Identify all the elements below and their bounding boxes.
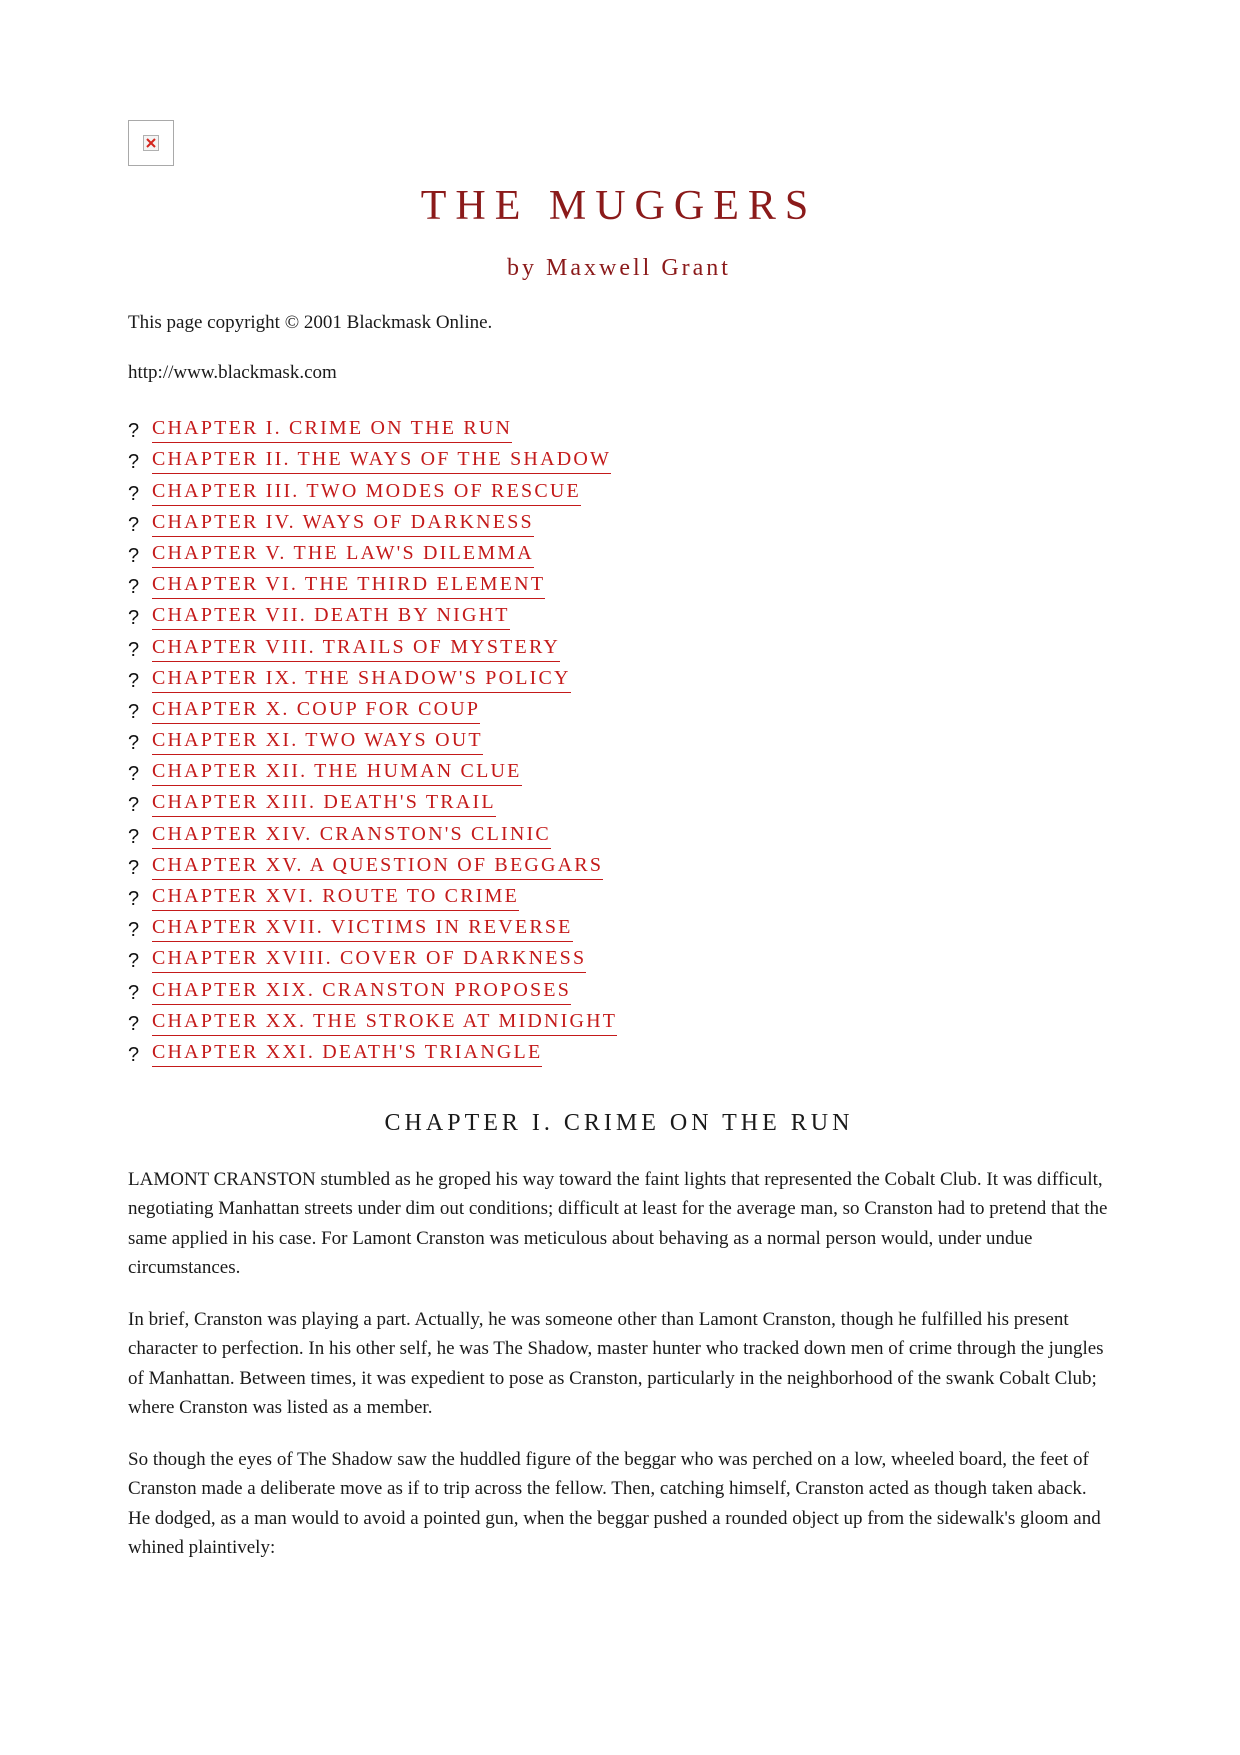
toc-item <box>128 849 1110 880</box>
toc-bullet: ? <box>128 794 140 817</box>
toc-item <box>128 599 1110 630</box>
chapter-paragraph: LAMONT CRANSTON stumbled as he groped his way toward the faint lights that represented the Cobalt Club. It was difficult, negotiating Manhattan streets under dim out conditions; difficult at least for the average man, so Cranston had to pretend that the same applied in his case. For Lamont Cranston was meticulous about behaving as a normal person would, under undue circumstances. <box>128 1168 1108 1279</box>
toc-bullet: ? <box>128 825 140 848</box>
toc-item <box>128 693 1110 724</box>
toc-link-chapter-5[interactable]: CHAPTER V. THE LAW'S DILEMMA <box>152 541 534 568</box>
toc-item <box>128 662 1110 693</box>
toc-link-chapter-19[interactable]: CHAPTER XIX. CRANSTON PROPOSES <box>152 978 571 1005</box>
toc-link-chapter-11[interactable]: CHAPTER XI. TWO WAYS OUT <box>152 728 483 755</box>
toc-link-chapter-6[interactable]: CHAPTER VI. THE THIRD ELEMENT <box>152 572 545 599</box>
toc-link-chapter-20[interactable]: CHAPTER XX. THE STROKE AT MIDNIGHT <box>152 1009 617 1036</box>
broken-image-placeholder <box>128 120 174 166</box>
book-title: THE MUGGERS <box>420 183 818 229</box>
toc-link-chapter-2[interactable]: CHAPTER II. THE WAYS OF THE SHADOW <box>152 447 611 474</box>
toc-bullet: ? <box>128 638 140 661</box>
toc-item <box>128 911 1110 942</box>
toc-link-chapter-15[interactable]: CHAPTER XV. A QUESTION OF BEGGARS <box>152 853 603 880</box>
toc-bullet: ? <box>128 513 140 536</box>
toc-link-chapter-12[interactable]: CHAPTER XII. THE HUMAN CLUE <box>152 759 522 786</box>
table-of-contents <box>128 412 1110 1067</box>
toc-link-chapter-14[interactable]: CHAPTER XIV. CRANSTON'S CLINIC <box>152 822 551 849</box>
toc-link-chapter-21[interactable]: CHAPTER XXI. DEATH'S TRIANGLE <box>152 1040 542 1067</box>
toc-bullet: ? <box>128 981 140 1004</box>
toc-link-chapter-17[interactable]: CHAPTER XVII. VICTIMS IN REVERSE <box>152 915 573 942</box>
toc-item <box>128 724 1110 755</box>
toc-link-chapter-16[interactable]: CHAPTER XVI. ROUTE TO CRIME <box>152 884 519 911</box>
toc-link-chapter-18[interactable]: CHAPTER XVIII. COVER OF DARKNESS <box>152 946 586 973</box>
toc-item <box>128 755 1110 786</box>
toc-bullet: ? <box>128 732 140 755</box>
toc-link-chapter-1[interactable]: CHAPTER I. CRIME ON THE RUN <box>152 416 512 443</box>
toc-bullet: ? <box>128 950 140 973</box>
toc-link-chapter-7[interactable]: CHAPTER VII. DEATH BY NIGHT <box>152 603 510 630</box>
chapter-paragraph: In brief, Cranston was playing a part. Actually, he was someone other than Lamont Cranston, though he fulfilled his present character to perfection. In his other self, he was The Shadow, master hunter who tracked down men of crime through the jungles of Manhattan. Between times, it was expedient to pose as Cranston, particularly in the neighborhood of the swank Cobalt Club; where Cranston was listed as a member. <box>128 1308 1104 1419</box>
toc-item <box>128 786 1110 817</box>
toc-bullet: ? <box>128 544 140 567</box>
toc-link-chapter-9[interactable]: CHAPTER IX. THE SHADOW'S POLICY <box>152 666 571 693</box>
toc-bullet: ? <box>128 1043 140 1066</box>
toc-item <box>128 630 1110 661</box>
toc-item <box>128 568 1110 599</box>
toc-bullet: ? <box>128 700 140 723</box>
toc-link-chapter-13[interactable]: CHAPTER XIII. DEATH'S TRAIL <box>152 790 496 817</box>
toc-bullet: ? <box>128 576 140 599</box>
toc-item <box>128 443 1110 474</box>
toc-bullet: ? <box>128 420 140 443</box>
toc-bullet: ? <box>128 919 140 942</box>
chapter-body <box>128 1165 1110 1563</box>
toc-item <box>128 1005 1110 1036</box>
chapter-heading: CHAPTER I. CRIME ON THE RUN <box>384 1109 854 1136</box>
toc-link-chapter-4[interactable]: CHAPTER IV. WAYS OF DARKNESS <box>152 510 534 537</box>
toc-item <box>128 1036 1110 1067</box>
toc-link-chapter-8[interactable]: CHAPTER VIII. TRAILS OF MYSTERY <box>152 635 560 662</box>
toc-bullet: ? <box>128 1012 140 1035</box>
toc-link-chapter-3[interactable]: CHAPTER III. TWO MODES OF RESCUE <box>152 479 581 506</box>
toc-link-chapter-10[interactable]: CHAPTER X. COUP FOR COUP <box>152 697 480 724</box>
toc-item <box>128 942 1110 973</box>
toc-bullet: ? <box>128 888 140 910</box>
toc-item <box>128 880 1110 911</box>
toc-bullet: ? <box>128 482 140 505</box>
toc-item <box>128 817 1110 848</box>
toc-bullet: ? <box>128 856 140 879</box>
toc-item <box>128 412 1110 443</box>
book-author: by Maxwell Grant <box>507 255 731 281</box>
site-url: http://www.blackmask.com <box>128 362 337 383</box>
toc-item <box>128 973 1110 1004</box>
toc-bullet: ? <box>128 607 140 630</box>
toc-bullet: ? <box>128 669 140 692</box>
toc-bullet: ? <box>128 451 140 474</box>
toc-item <box>128 537 1110 568</box>
copyright-notice: This page copyright © 2001 Blackmask Online. <box>128 312 493 333</box>
toc-item <box>128 474 1110 505</box>
toc-item <box>128 506 1110 537</box>
document-page <box>128 120 1110 1563</box>
toc-bullet: ? <box>128 763 140 786</box>
chapter-paragraph: So though the eyes of The Shadow saw the huddled figure of the beggar who was perched on a low, wheeled board, the feet of Cranston made a deliberate move as if to trip across the fellow. Then, catching himself, Cranston acted as though taken aback. He dodged, as a man would to avoid a pointed gun, when the beggar pushed a rounded object up from the sidewalk's gloom and whined plaintively: <box>128 1448 1101 1559</box>
broken-image-icon <box>143 135 159 151</box>
